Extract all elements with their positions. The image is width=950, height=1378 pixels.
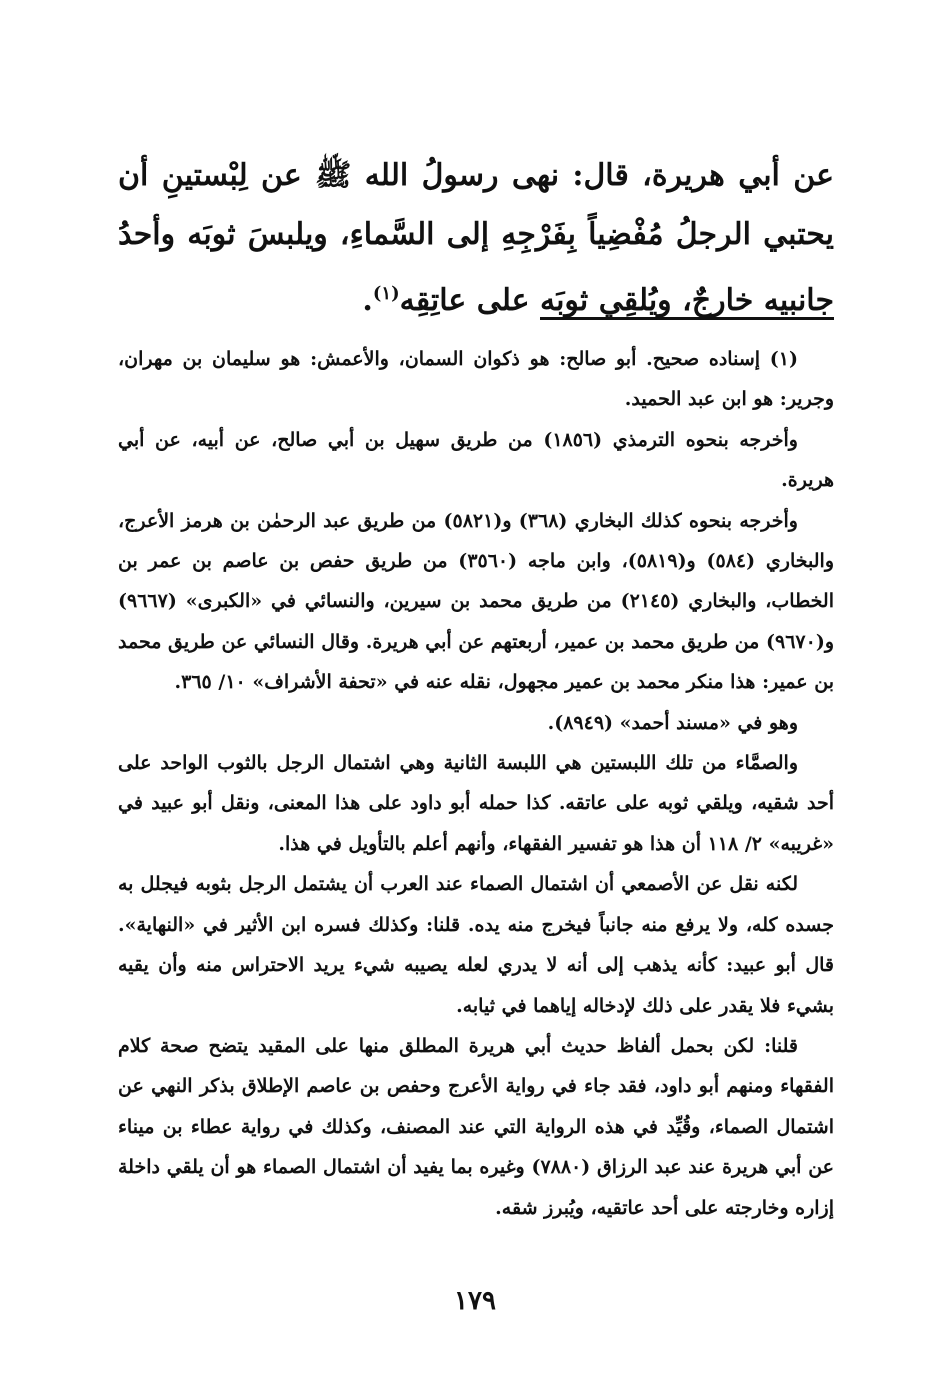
hadith-end-mark: .	[362, 283, 373, 318]
hadith-body: عن أبي هريرة، قال: نهى رسولُ الله ﷺ عن لِبْستينِ أن يحتبي الرجلُ مُفْضِياً بِفَرْجِهِ إلى السَّماءِ، ويلبسَ ثوبَه وأحدُ جانبيه خارجٌ، ويُلقِي ثوبَه على عاتِقِه	[118, 158, 834, 318]
footnotes	[118, 339, 834, 1228]
hadith-text	[118, 146, 834, 330]
footnote-paragraph: والصمَّاء من تلك اللبستين هي اللبسة الثانية وهي اشتمال الرجل بالثوب الواحد على أحد شقيه، ويلقي ثوبه على عاتقه. كذا حمله أبو داود على هذا المعنى، ونقل أبو عبيد في «غريبه» ٢/ ١١٨ أن هذا هو تفسير الفقهاء، وأنهم أعلم بالتأويل في هذا.	[118, 752, 834, 855]
hadith-paragraph	[118, 146, 834, 330]
footnote-reference: (١)	[372, 283, 400, 304]
footnote-separator	[540, 317, 834, 320]
footnote-paragraph: وهو في «مسند أحمد» (٨٩٤٩).	[547, 711, 798, 734]
footnote-paragraph: وأخرجه بنحوه الترمذي (١٨٥٦) من طريق سهيل بن أبي صالح، عن أبيه، عن أبي هريرة.	[118, 428, 834, 492]
footnote-paragraph: لكنه نقل عن الأصمعي أن اشتمال الصماء عند العرب أن يشتمل الرجل بثوبه فيجلل به جسده كله، ولا يرفع منه جانباً فيخرج منه يده. قلنا: وكذلك فسره ابن الأثير في «النهاية». قال أبو عبيد: كأنه يذهب إلى أنه لا يدري لعله يصيبه شيء يريد الاحتراس منه وأن يقيه بشيء فلا يقدر على ذلك لإدخاله إياهما في ثيابه.	[118, 873, 834, 1017]
footnote-paragraph: وأخرجه بنحوه كذلك البخاري (٣٦٨) و(٥٨٢١) من طريق عبد الرحمٰن بن هرمز الأعرج، والبخاري (٥٨٤) و(٥٨١٩)، وابن ماجه (٣٥٦٠) من طريق حفص بن عاصم بن عمر بن الخطاب، والبخاري (٢١٤٥) من طريق محمد بن سيرين، والنسائي في «الكبرى» (٩٦٦٧) و(٩٦٧٠) من طريق محمد بن عمير، أربعتهم عن أبي هريرة. وقال النسائي عن طريق محمد بن عمير: هذا منكر محمد بن عمير مجهول، نقله عنه في «تحفة الأشراف» ١٠/ ٣٦٥.	[118, 509, 834, 694]
page-number: ١٧٩	[454, 1286, 496, 1316]
footnote-paragraph: قلنا: لكن بحمل ألفاظ حديث أبي هريرة المطلق منها على المقيد يتضح صحة كلام الفقهاء ومنهم أبو داود، فقد جاء في رواية الأعرج وحفص بن عاصم الإطلاق بذكر النهي عن اشتمال الصماء، وقُيِّد في هذه الرواية التي عند المصنف، وكذلك في رواية عطاء بن ميناء عن أبي هريرة عند عبد الرزاق (٧٨٨٠) وغيره بما يفيد أن اشتمال الصماء هو أن يلقي داخلة إزاره وخارجته على أحد عاتقيه، ويُبرز شقه.	[118, 1034, 834, 1219]
footnote-paragraph: (١) إسناده صحيح. أبو صالح: هو ذكوان السمان، والأعمش: هو سليمان بن مهران، وجرير: هو ابن عبد الحميد.	[118, 348, 834, 411]
